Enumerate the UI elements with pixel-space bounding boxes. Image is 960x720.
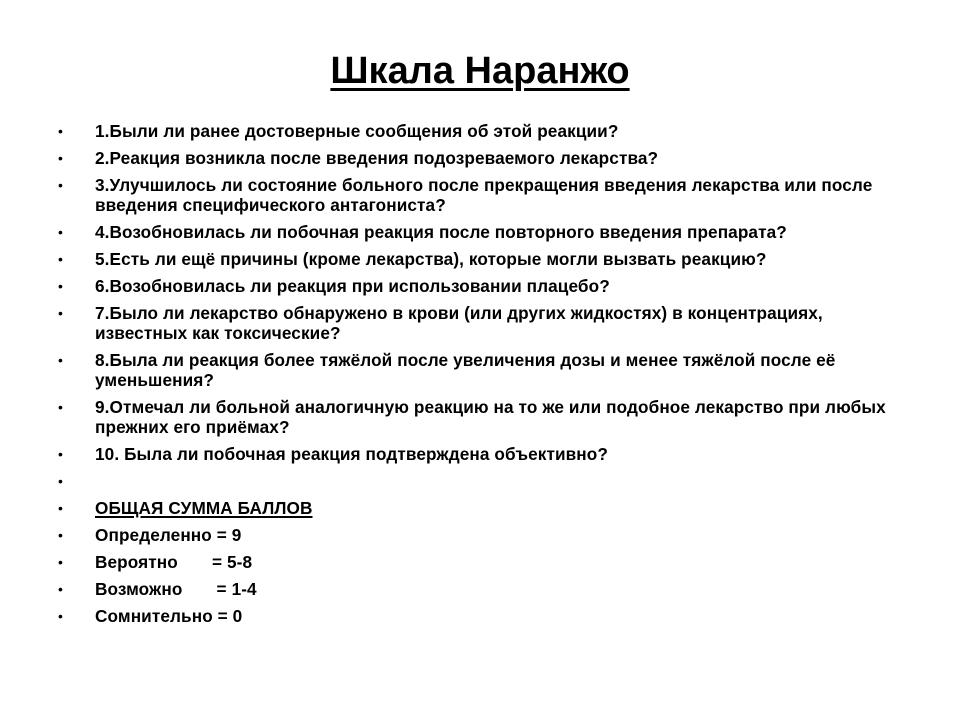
- bullet-icon: •: [58, 278, 64, 294]
- question-text: 7.Было ли лекарство обнаружено в крови (или других жидкостях) в концентрациях, известных как токсические?: [95, 303, 823, 343]
- bullet-icon: •: [58, 446, 64, 462]
- bullet-icon: •: [58, 224, 64, 240]
- list-item-question-1: [58, 121, 898, 141]
- bullet-icon: •: [58, 399, 64, 415]
- question-text: 6.Возобновилась ли реакция при использовании плацебо?: [95, 276, 610, 296]
- bullet-list: [58, 121, 898, 633]
- question-text: 5.Есть ли ещё причины (кроме лекарства), которые могли вызвать реакцию?: [95, 249, 767, 269]
- score-definite: Определенно = 9: [95, 525, 242, 545]
- list-item-question-4: [58, 222, 898, 242]
- list-item-score-doubtful: [58, 606, 898, 626]
- list-item-question-3: [58, 175, 898, 215]
- bullet-icon: •: [58, 305, 64, 321]
- bullet-icon: •: [58, 473, 64, 489]
- list-item-score-heading: [58, 498, 898, 518]
- bullet-icon: •: [58, 123, 64, 139]
- score-doubtful: Сомнительно = 0: [95, 606, 243, 626]
- score-possible: Возможно = 1-4: [95, 579, 257, 599]
- list-item-question-10: [58, 444, 898, 464]
- bullet-icon: •: [58, 177, 64, 193]
- question-text: 10. Была ли побочная реакция подтверждена объективно?: [95, 444, 608, 464]
- question-text: 1.Были ли ранее достоверные сообщения об этой реакции?: [95, 121, 619, 141]
- question-text: 2.Реакция возникла после введения подозреваемого лекарства?: [95, 148, 659, 168]
- bullet-icon: •: [58, 150, 64, 166]
- score-probable: Вероятно = 5-8: [95, 552, 253, 572]
- list-item-empty: [58, 471, 898, 491]
- score-heading: ОБЩАЯ СУММА БАЛЛОВ: [95, 498, 313, 518]
- list-item-question-7: [58, 303, 898, 343]
- bullet-icon: •: [58, 500, 64, 516]
- list-item-question-9: [58, 397, 898, 437]
- list-item-question-2: [58, 148, 898, 168]
- question-text: 3.Улучшилось ли состояние больного после прекращения введения лекарства или после введения специфического антагониста?: [95, 175, 873, 215]
- question-text: 8.Была ли реакция более тяжёлой после увеличения дозы и менее тяжёлой после её уменьшения?: [95, 350, 836, 390]
- bullet-icon: •: [58, 581, 64, 597]
- bullet-icon: •: [58, 527, 64, 543]
- bullet-icon: •: [58, 554, 64, 570]
- bullet-icon: •: [58, 352, 64, 368]
- slide-title-text: Шкала Наранжо: [330, 50, 630, 92]
- list-item-question-5: [58, 249, 898, 269]
- list-item-question-6: [58, 276, 898, 296]
- question-text: 4.Возобновилась ли побочная реакция после повторного введения препарата?: [95, 222, 787, 242]
- bullet-icon: •: [58, 608, 64, 624]
- list-item-score-probable: [58, 552, 898, 572]
- bullet-icon: •: [58, 251, 64, 267]
- list-item-question-8: [58, 350, 898, 390]
- list-item-score-definite: [58, 525, 898, 545]
- slide-title: [0, 46, 960, 96]
- question-text: 9.Отмечал ли больной аналогичную реакцию на то же или подобное лекарство при любых прежних его приёмах?: [95, 397, 886, 437]
- list-item-score-possible: [58, 579, 898, 599]
